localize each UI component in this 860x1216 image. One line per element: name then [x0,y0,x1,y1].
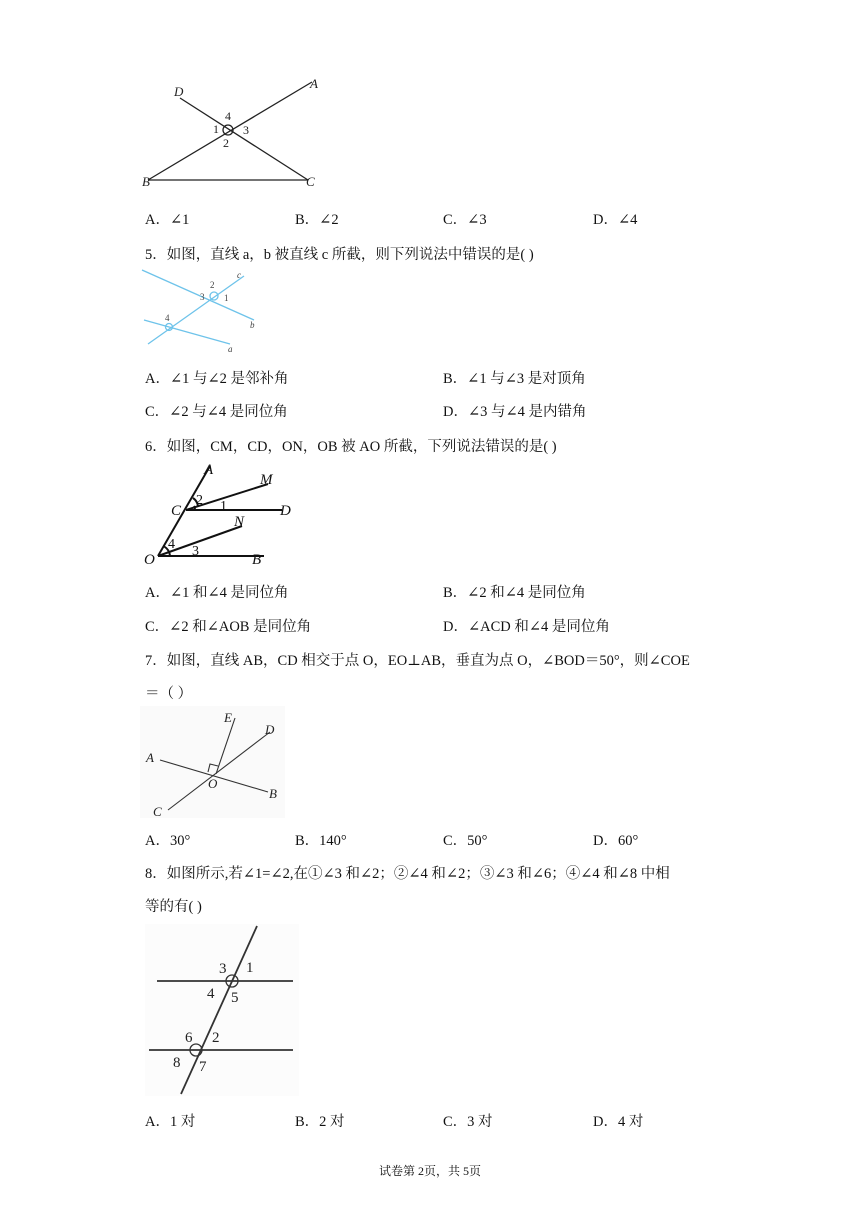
q6-angle-arc-1 [194,506,195,510]
q4-option-b[interactable]: B．∠2 [295,212,339,228]
line-BA [148,82,312,180]
page-footer: 试卷第 2页，共 5页 [378,1164,481,1178]
label-O: O [208,776,218,791]
label-C: C [306,174,315,189]
angle-2: 2 [196,493,203,508]
angle-8: 8 [173,1055,181,1071]
label-A: A [204,462,214,478]
q7-figure [140,706,285,818]
q7-stem-line1: 7．如图，直线 AB，CD 相交于点 O，EO⊥AB，垂直为点 O，∠BOD＝50°，则∠COE [145,653,690,669]
q8-option-d[interactable]: D．4 对 [593,1114,644,1130]
q8-option-b[interactable]: B．2 对 [295,1114,345,1130]
q6-stem: 6．如图，CM，CD，ON，OB 被 AO 所截，下列说法错误的是( ) [145,439,557,455]
angle-1: 1 [246,960,254,976]
q4-option-a[interactable]: A．∠1 [145,212,190,228]
label-B: B [142,174,150,189]
label-N: N [234,514,245,530]
q4-option-d[interactable]: D．∠4 [593,212,638,228]
q7-diagram [140,706,285,818]
q5-stem: 5．如图，直线 a，b 被直线 c 所截，则下列说法中错误的是( ) [145,247,534,263]
angle-4: 4 [168,537,175,552]
q6-angle-arc-3 [169,552,170,556]
angle-1: 1 [213,122,219,136]
angle-3: 3 [219,961,227,977]
q8-option-c[interactable]: C．3 对 [443,1114,493,1130]
angle-2: 2 [223,136,229,150]
angle-5: 5 [231,990,239,1006]
label-A: A [146,750,154,765]
q6-option-d[interactable]: D．∠ACD 和∠4 是同位角 [443,619,610,635]
q6-option-b[interactable]: B．∠2 和∠4 是同位角 [443,585,586,601]
line-c [148,276,244,344]
label-M: M [260,472,273,488]
label-D: D [265,722,275,737]
angle-1: 1 [224,293,229,303]
q5-diagram [140,266,275,358]
label-A: A [310,76,318,91]
label-C: C [153,804,162,818]
label-D: D [280,503,291,519]
q7-option-a[interactable]: A．30° [145,833,191,849]
angle-4: 4 [165,313,170,323]
q7-option-b[interactable]: B．140° [295,833,347,849]
q8-diagram [145,924,299,1096]
line-DC [180,98,308,180]
q6-option-a[interactable]: A．∠1 和∠4 是同位角 [145,585,289,601]
q7-option-d[interactable]: D．60° [593,833,639,849]
q5-figure [140,266,275,358]
q5-option-d[interactable]: D．∠3 与∠4 是内错角 [443,404,587,420]
angle-2: 2 [210,280,215,290]
angle-7: 7 [199,1059,207,1075]
label-b: b [250,320,255,330]
angle-3: 3 [192,544,199,559]
q4-option-c[interactable]: C．∠3 [443,212,487,228]
label-D: D [174,84,184,99]
q8-option-a[interactable]: A．1 对 [145,1114,196,1130]
q6-diagram [140,460,305,570]
q5-option-b[interactable]: B．∠1 与∠3 是对顶角 [443,371,586,387]
q4-diagram [140,72,330,192]
q7-figure-background [140,706,285,818]
q8-figure-background [145,924,299,1096]
label-B: B [269,786,277,801]
q7-option-c[interactable]: C．50° [443,833,488,849]
angle-1: 1 [220,499,227,514]
label-B: B [252,552,262,568]
q5-option-c[interactable]: C．∠2 与∠4 是同位角 [145,404,288,420]
q4-figure [140,72,330,192]
q8-stem-line1: 8．如图所示,若∠1=∠2,在①∠3 和∠2；②∠4 和∠2；③∠3 和∠6；④∠4 和∠8 中相 [145,866,670,882]
line-a [144,320,230,344]
angle-4: 4 [207,986,215,1002]
q8-stem-line2: 等的有( ) [145,899,202,915]
label-a: a [228,344,233,354]
angle-3: 3 [243,123,249,137]
q5-option-a[interactable]: A．∠1 与∠2 是邻补角 [145,371,289,387]
q8-figure [145,924,299,1096]
angle-6: 6 [185,1030,193,1046]
angle-4: 4 [225,109,231,123]
angle-2: 2 [212,1030,220,1046]
label-O: O [144,552,155,568]
q6-option-c[interactable]: C．∠2 和∠AOB 是同位角 [145,619,312,635]
angle-3: 3 [200,292,205,302]
q7-stem-line2: ＝（ ） [145,686,193,702]
label-c: c [237,270,241,280]
q6-figure [140,460,305,570]
label-E: E [224,710,232,725]
label-C: C [171,503,182,519]
